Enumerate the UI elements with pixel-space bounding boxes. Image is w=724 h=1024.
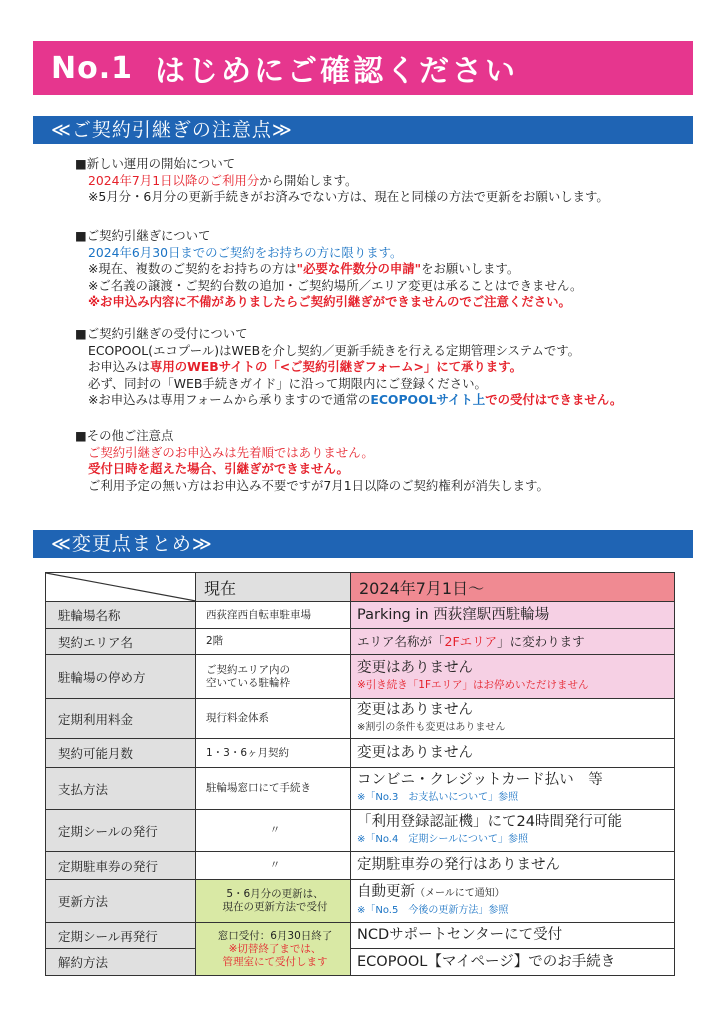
table-row: 契約可能月数 1・3・6ヶ月契約 変更はありません [46,739,675,768]
page-header [33,41,693,95]
block-reception: ■ご契約引継ぎの受付について ECOPOOL(エコプール)はWEBを介し契約／更新手続きを行える定期管理システムです。 お申込みは専用のWEBサイトの「<ご契約引継ぎフォーム>」にて承ります。 必ず、同封の「WEB手続きガイド」に沿って期限内にご登録ください。 ※お申込みは専用フォームから承りますので通常のECOPOOLサイト上での受付はできません。 [75,326,623,408]
section-heading-changes: ≪変更点まとめ≫ [33,530,693,558]
changes-table [45,572,675,976]
table-row: 支払方法 駐輪場窓口にて手続き コンビニ・クレジットカード払い 等 ※「No.3 お支払いについて」参照 [46,768,675,810]
table-row: 契約エリア名 2階 エリア名称が「2Fエリア」に変わります [46,629,675,655]
block-new-operation: ■新しい運用の開始について 2024年7月1日以降のご利用分から開始します。 ※5月分・6月分の更新手続きがお済みでない方は、現在と同様の方法で更新をお願いします。 [75,156,609,205]
page-title: はじめにご確認ください [155,54,518,89]
header-corner [46,573,196,602]
block-heading: ■新しい運用の開始について [75,156,236,171]
column-header-current: 現在 [196,573,351,602]
block-heading: ■ご契約引継ぎについて [75,228,211,243]
column-header-new: 2024年7月1日～ [351,573,675,602]
section-heading-notes: ≪ご契約引継ぎの注意点≫ [33,116,693,144]
table-row: 定期駐車券の発行 〃 定期駐車券の発行はありません [46,852,675,880]
table-row: 定期シール再発行 窓口受付：6月30日終了 ※切替終了までは、 管理室にて受付します NCDサポートセンターにて受付 [46,923,675,949]
block-contract-transfer: ■ご契約引継ぎについて 2024年6月30日までのご契約をお持ちの方に限ります。 ※現在、複数のご契約をお持ちの方は"必要な件数分の申請"をお願いします。 ※ご名義の譲渡・ご契約台数の追加・ご契約場所／エリア変更は承ることはできません。 ※お申込み内容に不備がありましたらご契約引継ぎができませんのでご注意ください。 [75,228,583,310]
table-header-row [46,573,675,602]
table-row: 駐輪場名称 西荻窪西自転車駐車場 Parking in 西荻窪駅西駐輪場 [46,602,675,629]
block-heading: ■その他ご注意点 [75,428,174,443]
page-number: No.1 [51,50,133,86]
table-row: 解約方法 ECOPOOL【マイページ】でのお手続き [46,949,675,976]
table-row: 定期利用料金 現行料金体系 変更はありません ※割引の条件も変更はありません [46,699,675,739]
table-row: 更新方法 5・6月分の更新は、 現在の更新方法で受付 自動更新（メールにて通知） ※「No.5 今後の更新方法」参照 [46,880,675,923]
block-heading: ■ご契約引継ぎの受付について [75,326,248,341]
table-row: 駐輪場の停め方 ご契約エリア内の 空いている駐輪枠 変更はありません ※引き続き「1Fエリア」はお停めいただけません [46,655,675,699]
table-row: 定期シールの発行 〃 「利用登録認証機」にて24時間発行可能 ※「No.4 定期シールについて」参照 [46,810,675,852]
diagonal-line [46,573,196,601]
block-other-notes: ■その他ご注意点 ご契約引継ぎのお申込みは先着順ではありません。 受付日時を超えた場合、引継ぎができません。 ご利用予定の無い方はお申込み不要ですが7月1日以降のご契約権利が消失します。 [75,428,549,493]
